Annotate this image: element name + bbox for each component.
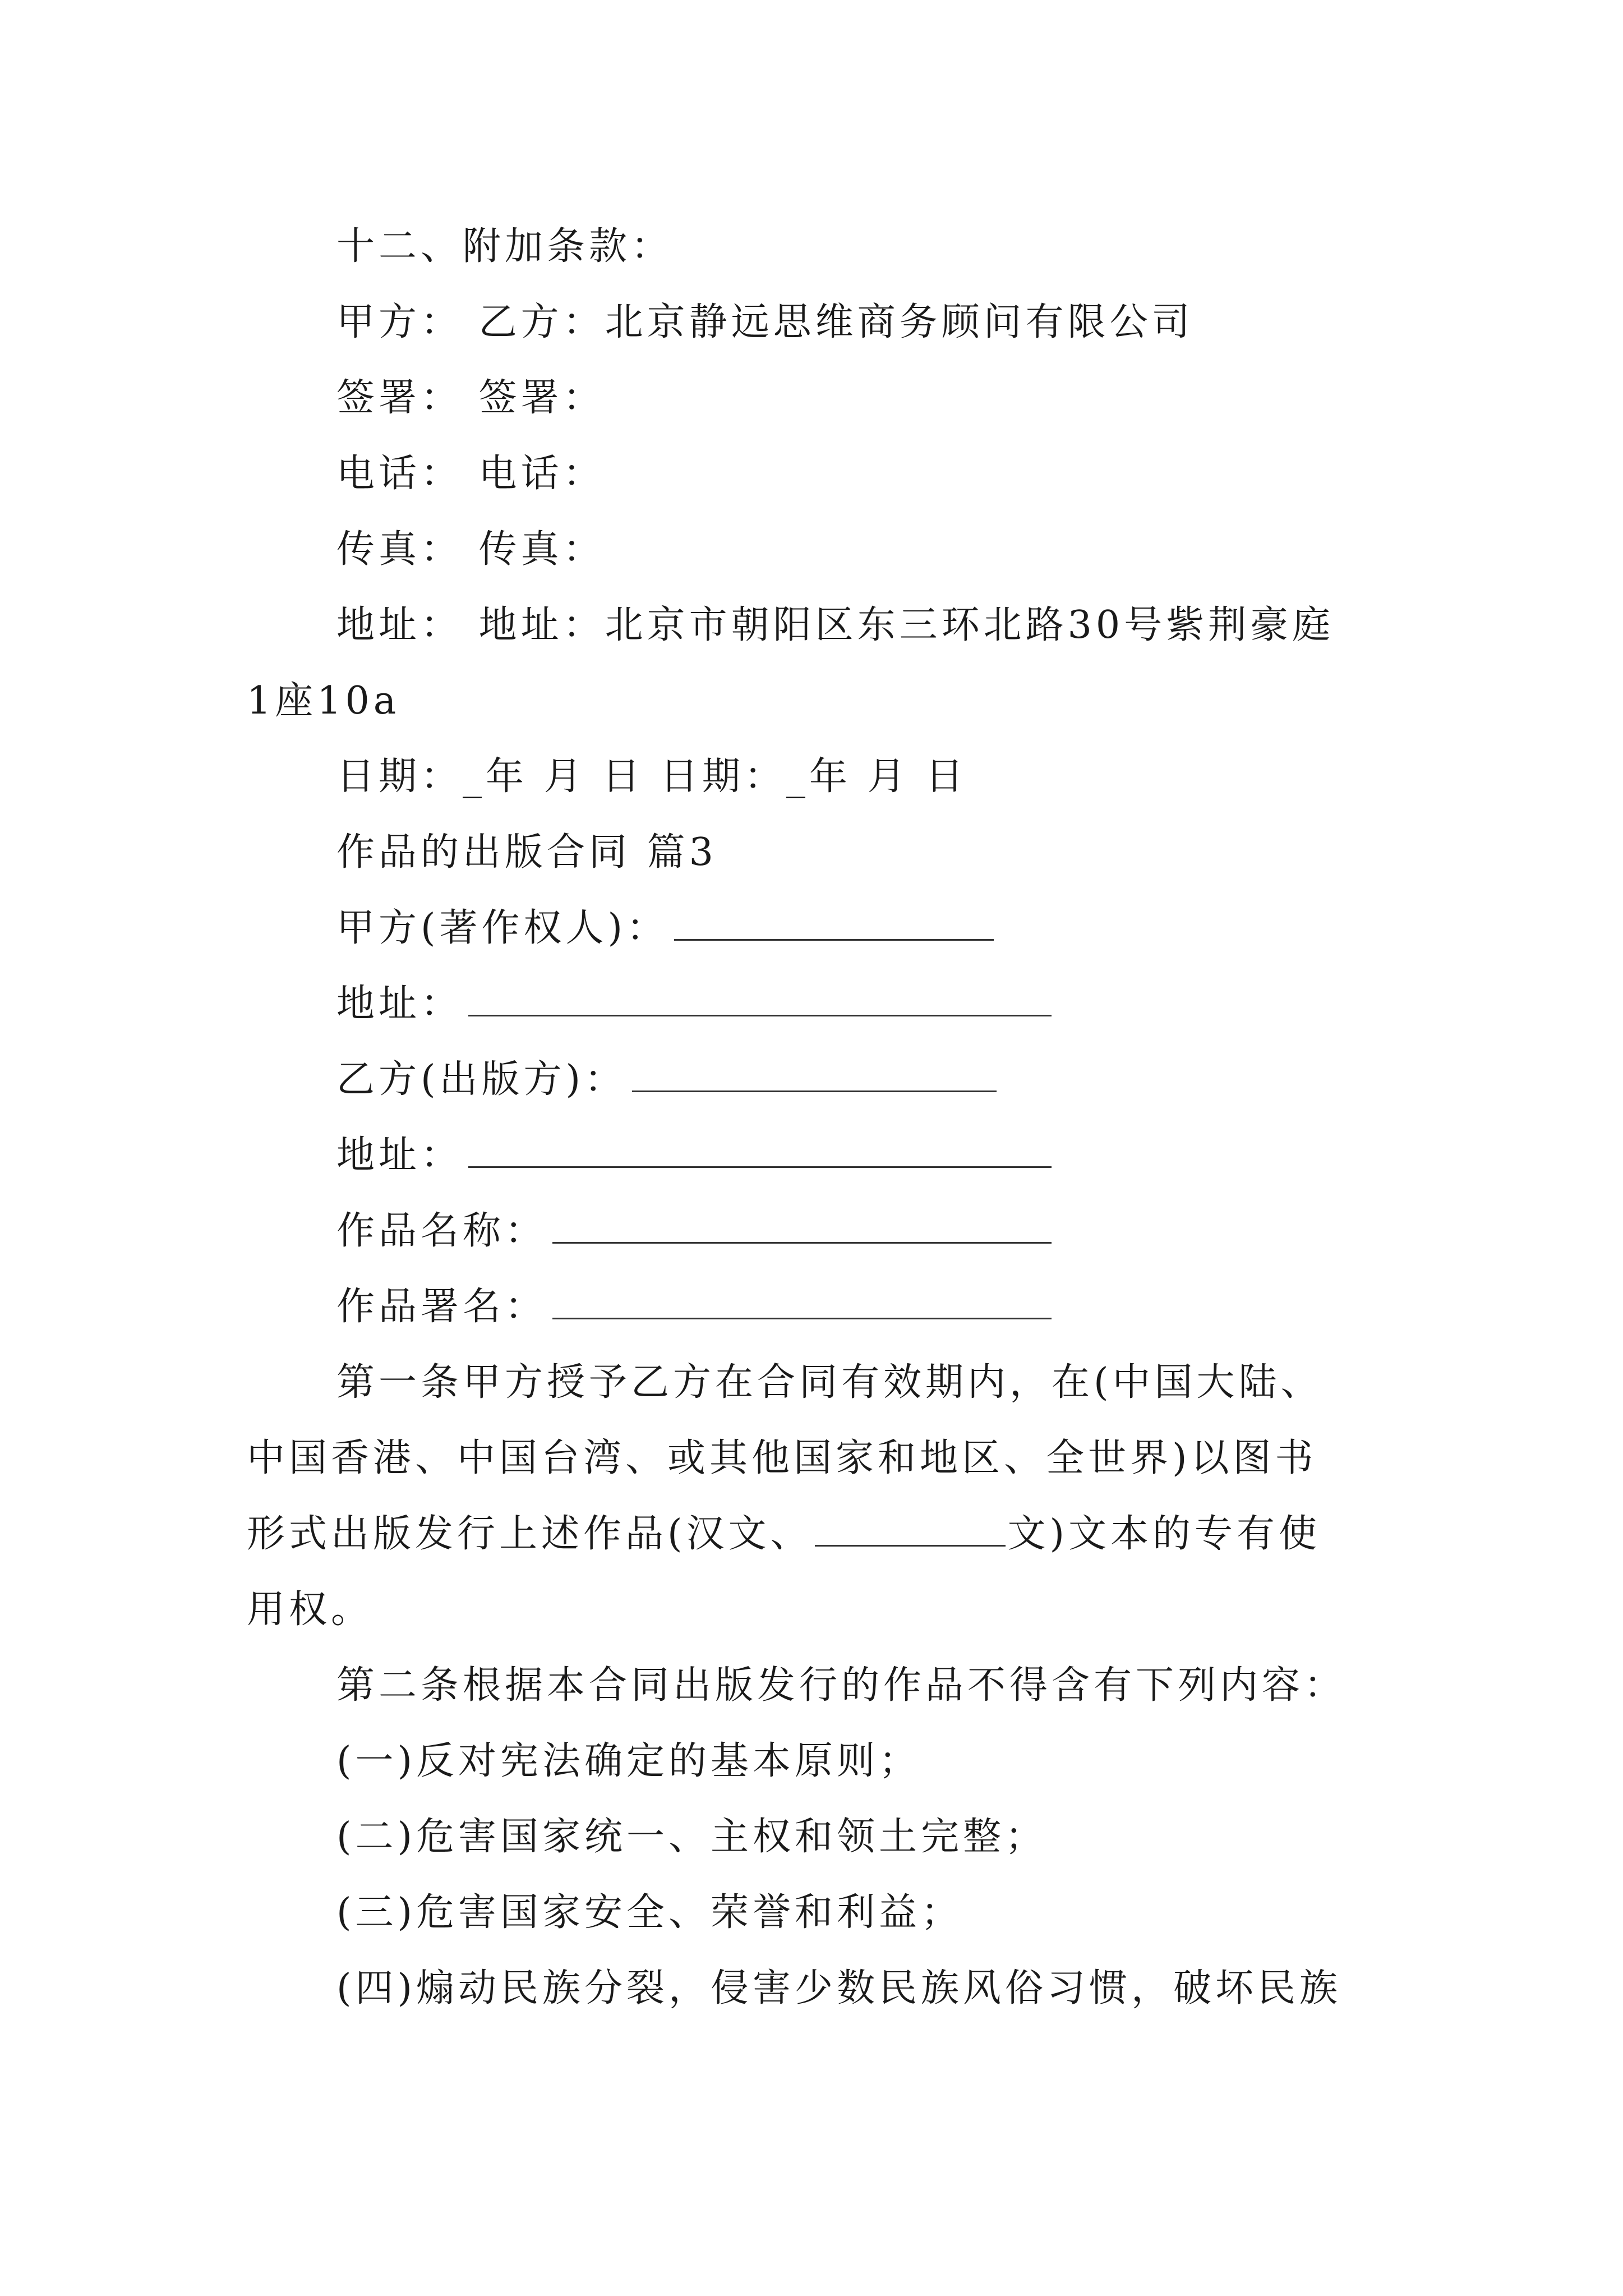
work-title-label: 作品名称： <box>336 1209 547 1253</box>
publisher-party-field <box>336 1052 997 1108</box>
article-one-line-4: 用权。 <box>247 1588 374 1632</box>
author-party-blank <box>674 905 994 941</box>
address-continuation: 1座10a <box>247 679 400 723</box>
author-party-field <box>336 900 994 956</box>
article-one-text-a: 形式出版发行上述作品(汉文、 <box>247 1512 813 1556</box>
additional-terms-heading: 十二、附加条款： <box>336 224 674 269</box>
author-address-blank <box>468 981 1052 1016</box>
article-two-item-2: (二)危害国家统一、主权和领土完整； <box>336 1815 1048 1859</box>
article-two-line-1: 第二条根据本合同出版发行的作品不得含有下列内容： <box>336 1663 1347 1708</box>
fax-line: 传真： 传真： <box>336 527 605 572</box>
author-address-field <box>336 976 1052 1032</box>
publisher-address-field <box>336 1128 1052 1184</box>
publisher-address-blank <box>468 1133 1052 1168</box>
article-two-item-4: (四)煽动民族分裂，侵害少数民族风俗习惯，破坏民族 <box>336 1966 1342 2010</box>
publisher-address-label: 地址： <box>336 1133 463 1177</box>
article-one-line-3 <box>247 1506 1321 1562</box>
work-author-blank <box>552 1284 1052 1319</box>
work-author-field <box>336 1279 1052 1335</box>
language-blank <box>815 1511 1006 1547</box>
article-two-item-3: (三)危害国家安全、荣誉和利益； <box>336 1890 963 1935</box>
article-two-item-1: (一)反对宪法确定的基本原则； <box>336 1739 921 1783</box>
work-author-label: 作品署名： <box>336 1285 547 1329</box>
publisher-party-label: 乙方(出版方)： <box>336 1057 627 1102</box>
publisher-party-blank <box>632 1057 997 1092</box>
work-title-field <box>336 1203 1052 1259</box>
date-line: 日期：_年 月 日 日期：_年 月 日 <box>336 754 968 799</box>
article-one-line-2: 中国香港、中国台湾、或其他国家和地区、全世界)以图书 <box>247 1436 1317 1480</box>
phone-line: 电话： 电话： <box>336 452 605 496</box>
work-title-blank <box>552 1208 1052 1244</box>
party-line: 甲方： 乙方：北京静远思维商务顾问有限公司 <box>336 300 1194 344</box>
article-one-text-b: 文)文本的专有使 <box>1007 1512 1321 1556</box>
author-address-label: 地址： <box>336 982 463 1026</box>
article-one-line-1: 第一条甲方授予乙方在合同有效期内，在(中国大陆、 <box>336 1360 1323 1405</box>
signature-line: 签署： 签署： <box>336 376 605 420</box>
author-party-label: 甲方(著作权人)： <box>336 906 669 950</box>
contract-title: 作品的出版合同 篇3 <box>336 830 717 875</box>
address-line: 地址： 地址：北京市朝阳区东三环北路30号紫荆豪庭 <box>336 603 1335 647</box>
